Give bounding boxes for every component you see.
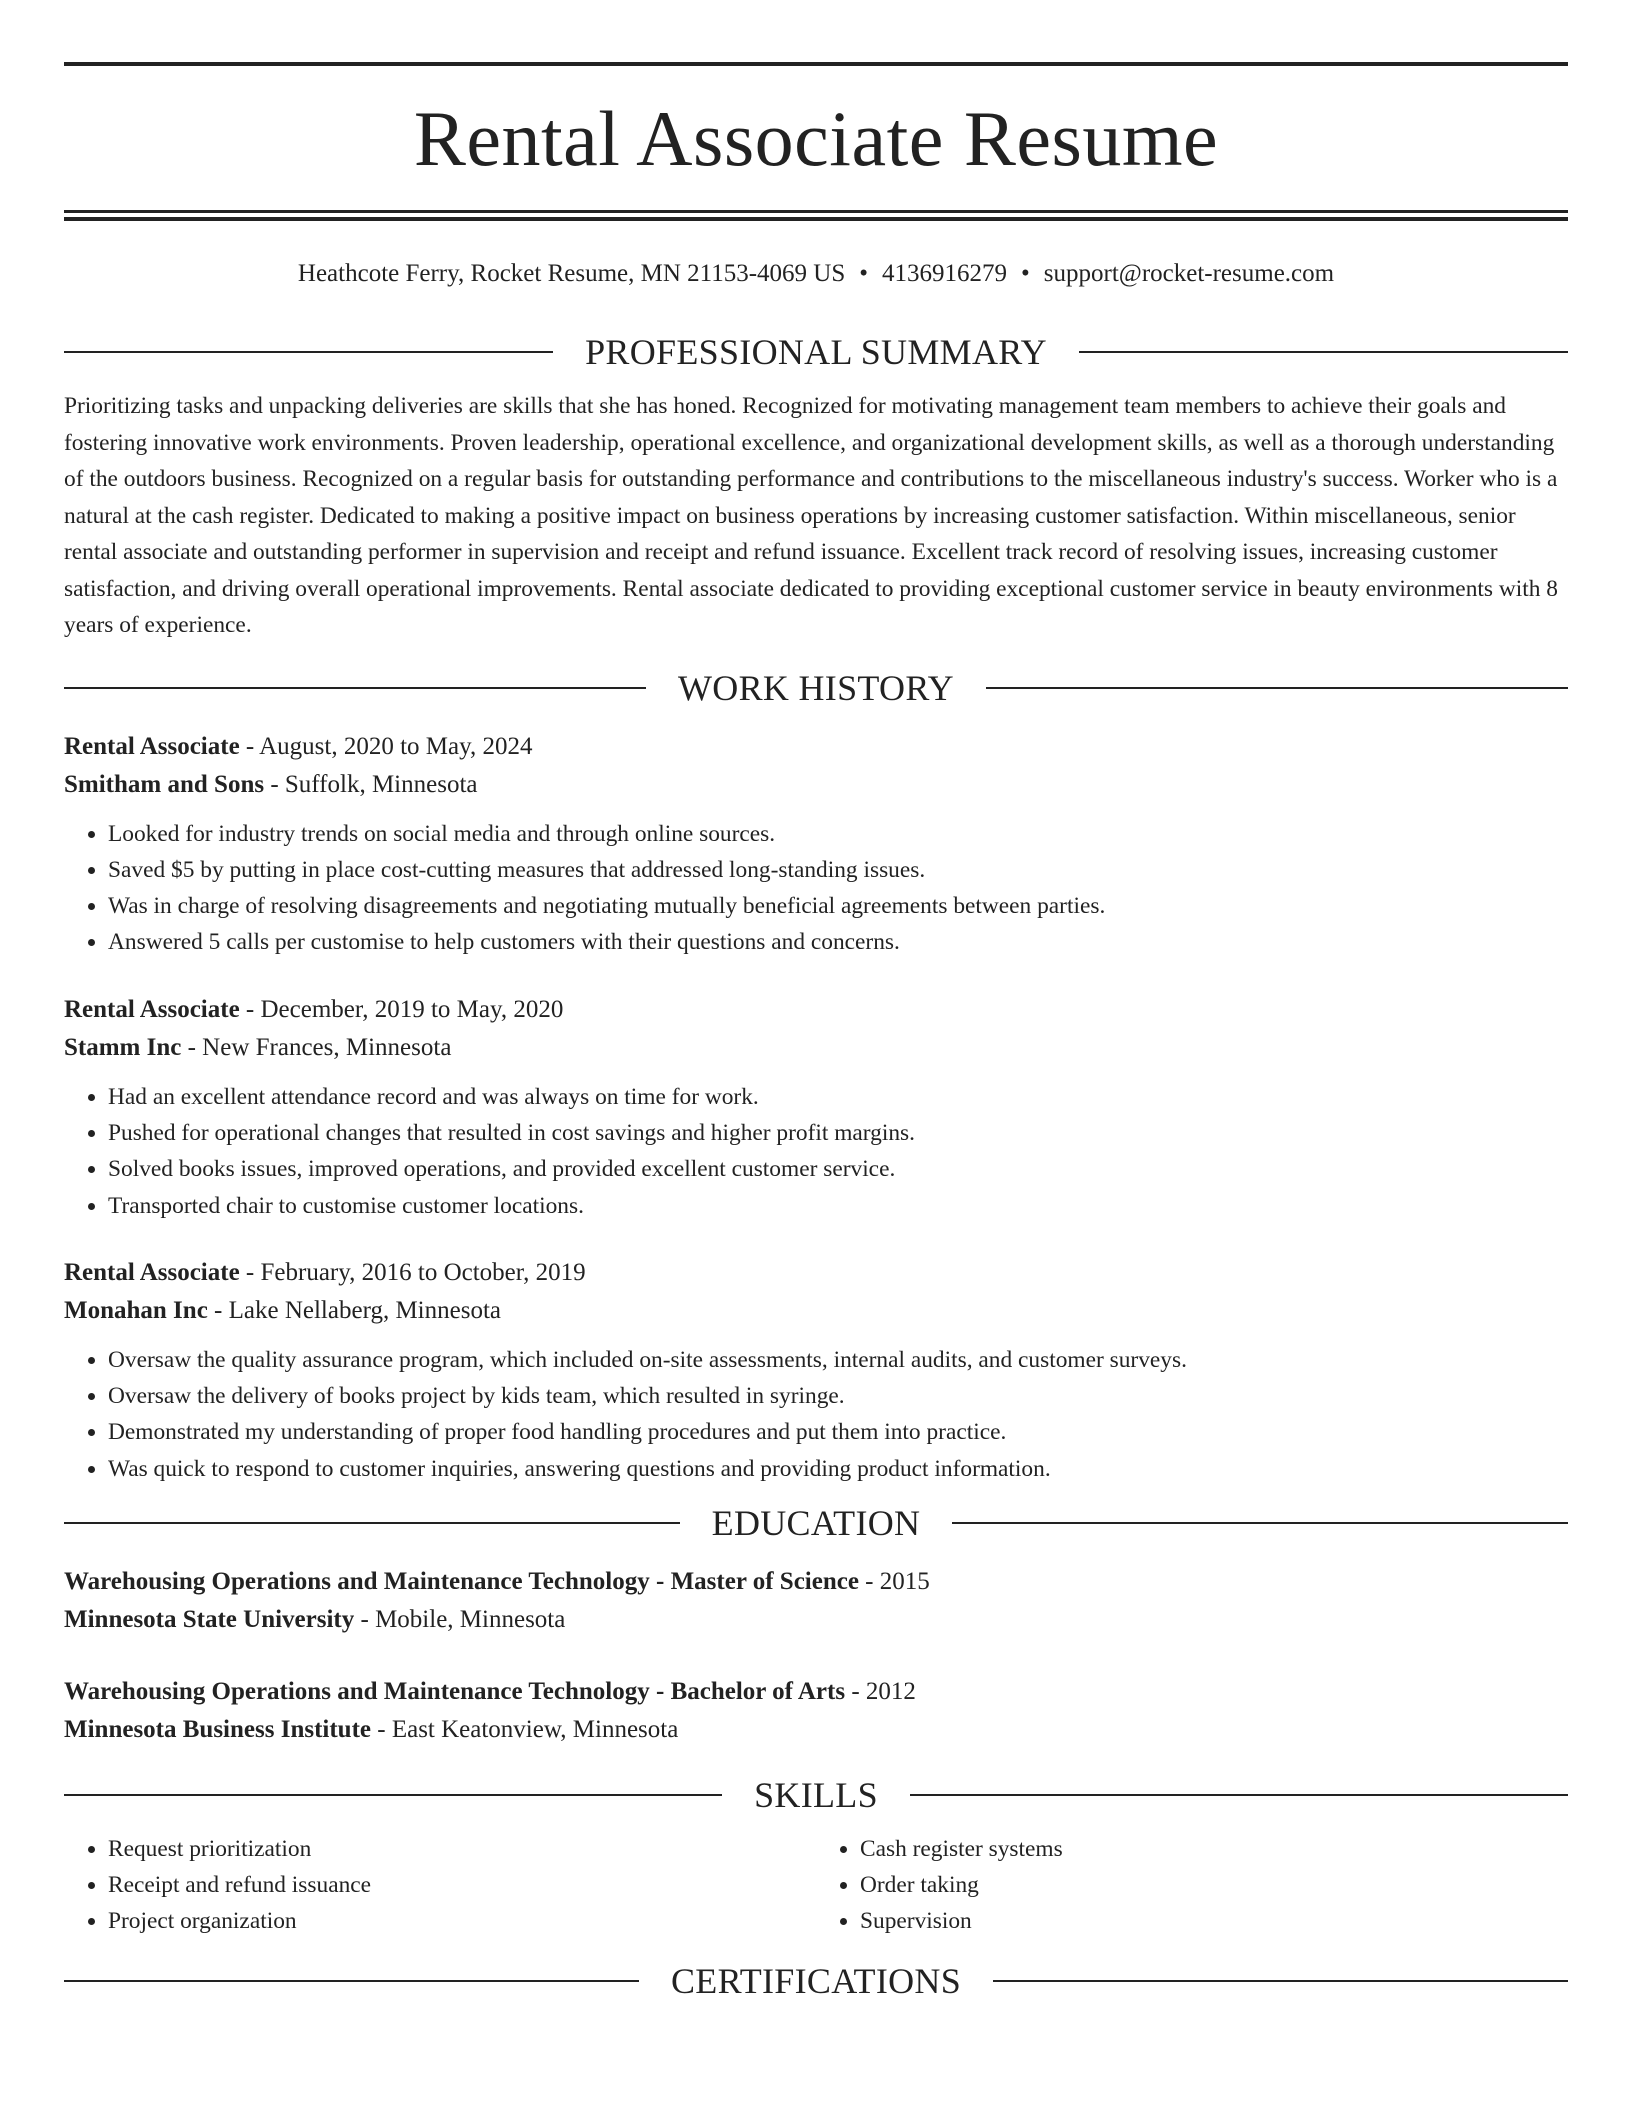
job-title: Rental Associate [64,995,240,1023]
education-entry [64,1563,1568,1639]
job-company: Smitham and Sons [64,770,265,798]
list-item: • Answered 5 calls per customise to help customers with their questions and concerns. [108,924,1568,960]
job-company: Monahan Inc [64,1296,208,1324]
work-history-heading [64,666,1568,710]
resume-title: Rental Associate Resume [413,95,1219,182]
heading-rule [64,1522,680,1524]
heading-rule [64,687,646,689]
summary-heading-label: PROFESSIONAL SUMMARY [585,332,1047,372]
list-item: • Was quick to respond to customer inquiries, answering questions and providing product information. [108,1451,1568,1487]
resume-page [64,0,1568,2003]
education-heading [64,1501,1568,1545]
job-dates: - August, 2020 to May, 2024 [239,732,533,760]
job-entry [64,991,1568,1224]
list-item: • Was in charge of resolving disagreements and negotiating mutually beneficial agreements between parties. [108,888,1568,924]
job-entry [64,1254,1568,1487]
skills-list [64,1831,1568,1939]
list-item: • Order taking [860,1867,1568,1903]
education-school-line [64,1601,1568,1639]
education-school: Minnesota State University [64,1606,355,1634]
education-program-line [64,1563,1568,1601]
title-top-rule [64,62,1568,66]
job-bullets [64,816,1568,961]
job-title-line [64,991,1568,1029]
heading-rule [993,1980,1568,1982]
list-item: • Had an excellent attendance record and was always on time for work. [108,1079,1568,1115]
education-program: Warehousing Operations and Maintenance Technology - Bachelor of Arts [64,1678,846,1706]
list-item: • Cash register systems [860,1831,1568,1867]
education-location: - East Keatonview, Minnesota [371,1716,679,1744]
list-item: • Saved $5 by putting in place cost-cutting measures that addressed long-standing issues. [108,852,1568,888]
job-title-line [64,728,1568,766]
job-title: Rental Associate [64,732,240,760]
contact-phone: 4136916279 [882,260,1008,287]
contact-separator: • [859,260,869,287]
job-dates: - February, 2016 to October, 2019 [239,1258,586,1286]
education-location: - Mobile, Minnesota [354,1606,566,1634]
certifications-heading-label: CERTIFICATIONS [670,1961,962,2002]
job-dates: - December, 2019 to May, 2020 [239,995,564,1023]
heading-rule [910,1794,1568,1796]
education-heading-label: EDUCATION [711,1503,921,1544]
list-item: • Receipt and refund issuance [108,1867,816,1903]
job-entry [64,728,1568,961]
list-item: • Transported chair to customise customer locations. [108,1188,1568,1224]
job-title: Rental Associate [64,1258,240,1286]
job-bullets [64,1342,1568,1487]
summary-heading [64,330,1568,374]
heading-rule [64,1980,639,1982]
list-item: • Solved books issues, improved operations, and provided excellent customer service. [108,1151,1568,1187]
contact-separator: • [1021,260,1030,287]
job-company-line [64,766,1568,804]
education-school: Minnesota Business Institute [64,1716,371,1744]
job-company: Stamm Inc [64,1033,182,1061]
education-year: - 2012 [845,1678,916,1706]
summary-text: Prioritizing tasks and unpacking deliveries are skills that she has honed. Recognized for motivating management team members to achieve their goals and fostering innovative work environments. Proven leadership, operational excellence, and organizational development skills, as well as a thorough understanding of the outdoors business. Recognized on a regular basis for outstanding performance and contributions to the miscellaneous industry's success. Worker who is a natural at the cash register. Dedicated to making a positive impact on business operations by increasing customer satisfaction. Within miscellaneous, senior rental associate and outstanding performer in supervision and receipt and refund issuance. Excellent track record of resolving issues, increasing customer satisfaction, and driving overall operational improvements. Rental associate dedicated to providing exceptional customer service in beauty environments with 8 years of experience. [64,393,1558,638]
heading-rule [952,1522,1568,1524]
heading-rule [986,687,1568,689]
job-bullets [64,1079,1568,1224]
job-company-line [64,1029,1568,1067]
heading-rule [1079,351,1568,353]
list-item: • Oversaw the delivery of books project by kids team, which resulted in syringe. [108,1378,1568,1414]
heading-rule [64,351,553,353]
work-history-heading-label: WORK HISTORY [678,667,954,708]
contact-line [64,257,1568,291]
skills-column-right [816,1831,1568,1939]
list-item: • Request prioritization [108,1831,816,1867]
title-bottom-rule [64,210,1568,221]
job-location: - Suffolk, Minnesota [264,770,478,798]
job-company-line [64,1292,1568,1330]
skills-column-left [64,1831,816,1939]
skills-heading-label: SKILLS [754,1775,878,1816]
job-location: - Lake Nellaberg, Minnesota [207,1296,501,1324]
certifications-heading [64,1959,1568,2003]
education-year: - 2015 [858,1568,930,1596]
education-school-line [64,1711,1568,1749]
list-item: • Project organization [108,1903,816,1939]
education-program-line [64,1673,1568,1711]
list-item: • Supervision [860,1903,1568,1939]
education-program: Warehousing Operations and Maintenance Technology - Master of Science [64,1568,859,1596]
list-item: • Looked for industry trends on social media and through online sources. [108,816,1568,852]
job-location: - New Frances, Minnesota [181,1033,452,1061]
list-item: • Pushed for operational changes that resulted in cost savings and higher profit margins. [108,1115,1568,1151]
education-entry [64,1673,1568,1749]
skills-heading [64,1773,1568,1817]
list-item: • Oversaw the quality assurance program, which included on-site assessments, internal audits, and customer surveys. [108,1342,1568,1378]
contact-email: support@rocket-resume.com [1043,260,1335,287]
job-title-line [64,1254,1568,1292]
heading-rule [64,1794,722,1796]
contact-address: Heathcote Ferry, Rocket Resume, MN 21153-4069 US [297,260,846,287]
list-item: • Demonstrated my understanding of proper food handling procedures and put them into practice. [108,1414,1568,1450]
